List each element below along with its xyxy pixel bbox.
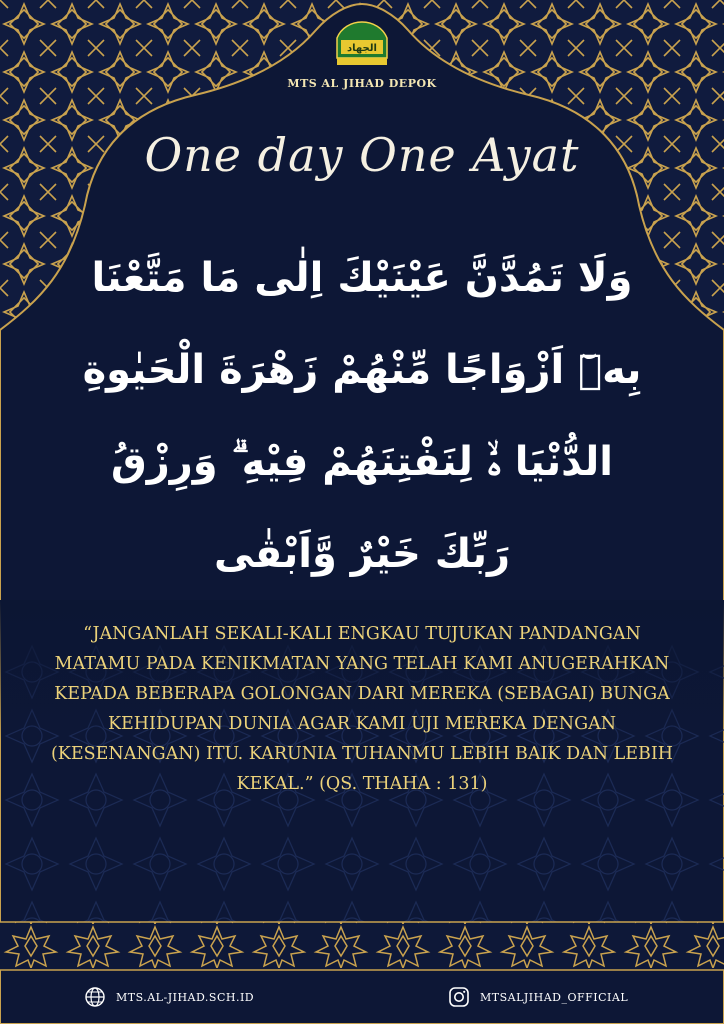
arabic-line: بِهٖٓ اَزْوَاجًا مِّنْهُمْ زَهْرَةَ الْحَيٰوةِ: [82, 347, 642, 393]
website-link[interactable]: [84, 986, 254, 1008]
arabic-line: الدُّنْيَا ەۙ لِنَفْتِنَهُمْ فِيْهِ ۗ وَرِزْقُ: [110, 439, 613, 485]
page-title: One day One Ayat: [144, 128, 580, 182]
globe-icon: [84, 986, 106, 1008]
school-name: MTS AL JIHAD DEPOK: [287, 77, 437, 90]
arabic-line: وَلَا تَمُدَّنَّ عَيْنَيْكَ اِلٰى مَا مَتَّعْنَا: [91, 255, 633, 301]
instagram-link[interactable]: [448, 986, 628, 1008]
school-logo: [333, 20, 391, 68]
logo-text: الجهاد: [347, 43, 377, 54]
website-text: MTS.AL-JIHAD.SCH.ID: [116, 990, 255, 1004]
arabic-verse: [60, 232, 664, 600]
footer: [0, 980, 724, 1016]
verse-translation: “JANGANLAH SEKALI-KALI ENGKAU TUJUKAN PANDANGAN MATAMU PADA KENIKMATAN YANG TELAH KAMI ANUGERAHKAN KEPADA BEBERAPA GOLONGAN DARI MEREKA (SEBAGAI) BUNGA KEHIDUPAN DUNIA AGAR KAMI UJI MEREKA DENGAN (KESENANGAN) ITU. KARUNIA TUHANMU LEBIH BAIK DAN LEBIH KEKAL.” (QS. THAHA : 131): [50, 624, 674, 794]
instagram-icon: [448, 986, 470, 1008]
instagram-text: MTSALJIHAD_OFFICIAL: [480, 990, 629, 1004]
arabic-line: رَبِّكَ خَيْرٌ وَّاَبْقٰى: [213, 531, 511, 577]
